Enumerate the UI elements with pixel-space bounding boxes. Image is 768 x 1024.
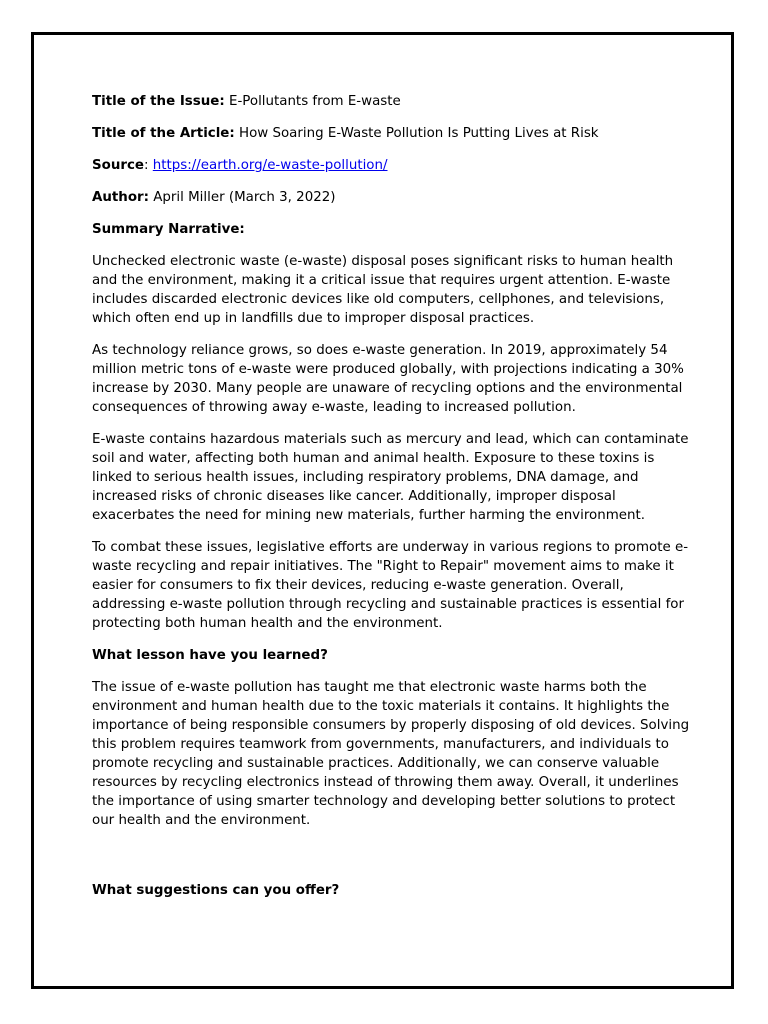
summary-heading: Summary Narrative:	[92, 222, 245, 237]
article-title-value: How Soaring E-Waste Pollution Is Putting Lives at Risk	[239, 126, 599, 141]
author-line	[92, 188, 692, 207]
source-colon: :	[144, 158, 149, 173]
summary-paragraph-3: E-waste contains hazardous materials such as mercury and lead, which can contaminate soil and water, affecting both human and animal health. Exposure to these toxins is linked to serious health issues, including respiratory problems, DNA damage, and increased risks of chronic diseases like cancer. Additionally, improper disposal exacerbates the need for mining new materials, further harming the environment.	[92, 432, 689, 523]
lesson-paragraph: The issue of e-waste pollution has taught me that electronic waste harms both the environment and human health due to the toxic materials it contains. It highlights the importance of being responsible consumers by properly disposing of old devices. Solving this problem requires teamwork from governments, manufacturers, and individuals to promote recycling and sustainable practices. Additionally, we can conserve valuable resources by recycling electronics instead of throwing them away. Overall, it underlines the importance of using smarter technology and developing better solutions to protect our health and the environment.	[92, 680, 690, 828]
document-page	[31, 32, 734, 989]
source-line	[92, 156, 692, 175]
article-title-label: Title of the Article:	[92, 126, 235, 141]
section-spacer	[92, 843, 692, 881]
summary-paragraph-1: Unchecked electronic waste (e-waste) disposal poses significant risks to human health and the environment, making it a critical issue that requires urgent attention. E-waste includes discarded electronic devices like old computers, cellphones, and televisions, which often end up in landfills due to improper disposal practices.	[92, 254, 674, 326]
article-title-line	[92, 124, 692, 143]
author-value: April Miller (March 3, 2022)	[153, 190, 336, 205]
lesson-heading: What lesson have you learned?	[92, 648, 328, 663]
suggestions-heading: What suggestions can you offer?	[92, 883, 340, 898]
source-link[interactable]: https://earth.org/e-waste-pollution/	[152, 158, 388, 173]
summary-paragraph-2: As technology reliance grows, so does e-waste generation. In 2019, approximately 54 million metric tons of e-waste were produced globally, with projections indicating a 30% increase by 2030. Many people are unaware of recycling options and the environmental consequences of throwing away e-waste, leading to increased pollution.	[92, 343, 684, 415]
issue-title-label: Title of the Issue:	[92, 94, 225, 109]
document-content	[92, 92, 692, 913]
issue-title-line	[92, 92, 692, 111]
issue-title-value: E-Pollutants from E-waste	[228, 94, 401, 109]
source-label: Source	[92, 158, 144, 173]
summary-paragraph-4: To combat these issues, legislative efforts are underway in various regions to promote e-waste recycling and repair initiatives. The "Right to Repair" movement aims to make it easier for consumers to fix their devices, reducing e-waste generation. Overall, addressing e-waste pollution through recycling and sustainable practices is essential for protecting both human health and the environment.	[92, 540, 689, 631]
author-label: Author:	[92, 190, 149, 205]
